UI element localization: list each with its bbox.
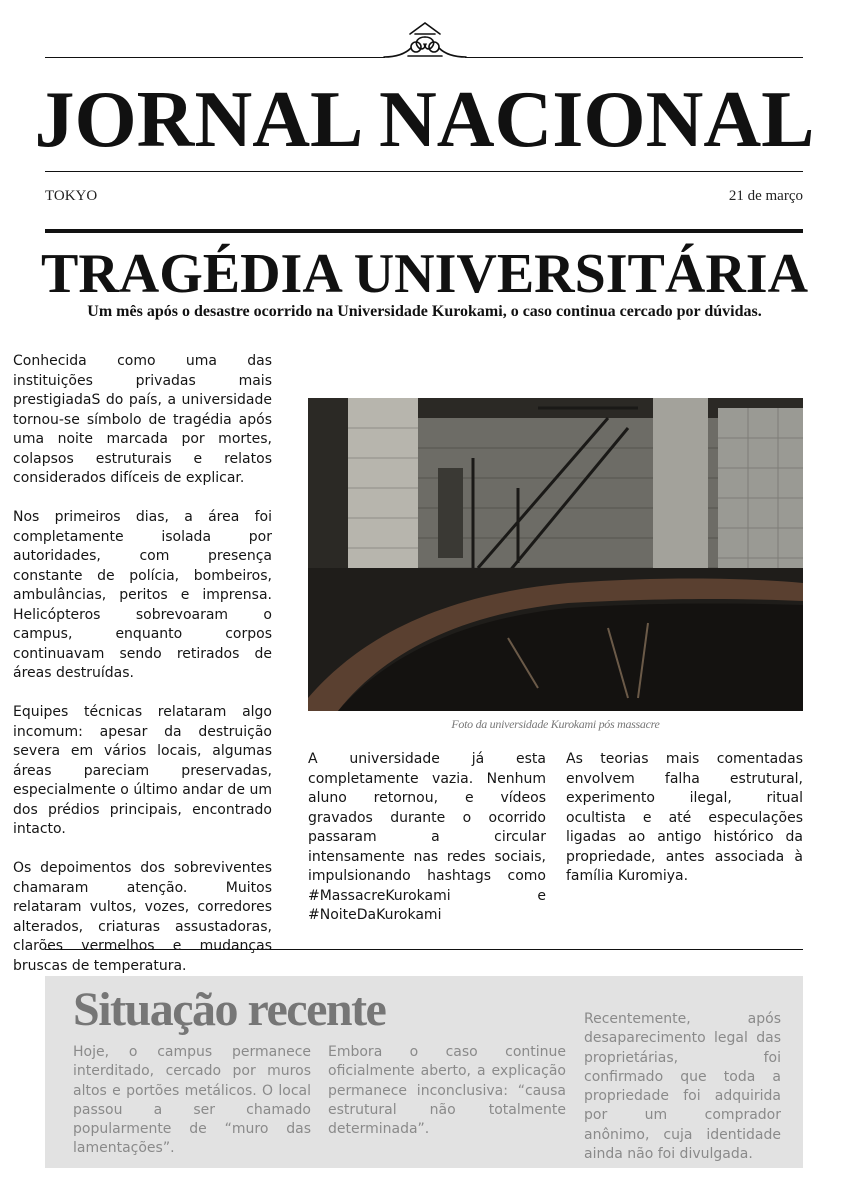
recent-column-2: Embora o caso continue oficialmente aberto, a explicação permanece inconclusiva: “causa estrutural não totalmente determinada”.: [328, 1044, 566, 1138]
news-photo: [308, 398, 803, 711]
recent-column-3: Recentemente, após desaparecimento legal das proprietárias, foi confirmado que toda a propriedade foi adquirida por um comprador anônimo, cuja identidade ainda não foi divulgada.: [584, 1011, 781, 1163]
section-rule: [45, 949, 803, 950]
top-rule-left: [45, 57, 385, 58]
headline-rule: [45, 229, 803, 233]
paragraph: Os depoimentos dos sobreviventes chamaram atenção. Muitos relataram vultos, vozes, corredores alterados, criaturas assustadoras, clarões vermelhos e mudanças bruscas de temperatura.: [13, 860, 272, 974]
paragraph: Equipes técnicas relataram algo incomum: apesar da destruição severa em vários locais, algumas áreas pareciam preservadas, especialmente o último andar de um dos prédios principais, encontrado intacto.: [13, 704, 272, 837]
photo-illustration: [308, 398, 803, 711]
location-label: TOKYO: [45, 188, 98, 204]
paragraph: Conhecida como uma das instituições privadas mais prestigiadaS do país, a universidade tornou-se símbolo de tragédia após uma noite marcada por mortes, colapsos estruturais e relatos considerados difíceis de explicar.: [13, 353, 272, 486]
paragraph: Nos primeiros dias, a área foi completamente isolada por autoridades, com presença constante de polícia, bombeiros, ambulâncias, peritos e imprensa. Helicópteros sobrevoaram o campus, enquanto corpos continuavam sendo retirados de áreas destruídas.: [13, 509, 272, 681]
headline-subtitle: Um mês após o desastre ocorrido na Universidade Kurokami, o caso continua cercado por dúvidas.: [87, 303, 762, 320]
masthead-rule: [45, 171, 803, 172]
date-label: 21 de março: [728, 188, 803, 204]
ornament-icon: [380, 20, 470, 62]
masthead-title: JORNAL NACIONAL: [34, 76, 815, 164]
middle-column: A universidade já esta completamente vazia. Nenhum aluno retornou, e vídeos gravados durante o ocorrido passaram a circular intensamente nas redes sociais, impulsionando hashtags como #MassacreKurokami e #NoiteDaKurokami: [308, 751, 546, 923]
recent-situation-title: Situação recente: [73, 983, 386, 1036]
photo-caption: Foto da universidade Kurokami pós massacre: [451, 717, 660, 731]
right-column: As teorias mais comentadas envolvem falha estrutural, experimento ilegal, ritual ocultista e até especulações ligadas ao antigo histórico da propriedade, antes associada à família Kuromiya.: [566, 751, 803, 884]
left-column: [13, 352, 272, 996]
recent-column-1: Hoje, o campus permanece interditado, cercado por muros altos e portões metálicos. O local passou a ser chamado popularmente de “muro das lamentações”.: [73, 1044, 311, 1157]
headline-title: TRAGÉDIA UNIVERSITÁRIA: [40, 243, 809, 305]
top-rule-right: [465, 57, 803, 58]
